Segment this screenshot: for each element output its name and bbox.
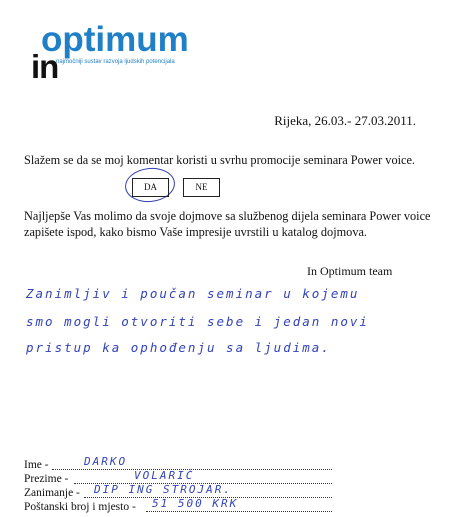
handwritten-comment-line-1: Zanimljiv i poučan seminar u kojemu [26, 286, 360, 301]
name-label: Ime - [24, 459, 49, 471]
name-value: DARKO [84, 455, 128, 468]
logo-in-text: in [31, 48, 59, 85]
postal-label: Poštanski broj i mjesto - [24, 501, 136, 513]
in-optimum-logo [31, 22, 241, 84]
option-da-box[interactable]: DA [132, 178, 169, 197]
option-ne-box[interactable]: NE [183, 178, 220, 197]
occupation-row [24, 483, 232, 500]
postal-line[interactable] [146, 511, 332, 512]
occupation-value: DIP ING STROJAR. [94, 483, 232, 496]
postal-value: 51 500 KRK [152, 497, 239, 510]
logo-tagline: najmočniji sustav razvoja ljudskih potencijala [56, 59, 175, 65]
place-date: Rijeka, 26.03.- 27.03.2011. [274, 113, 416, 128]
surname-label: Prezime - [24, 473, 69, 485]
logo-optimum-text: optimum [41, 20, 189, 59]
postal-row [24, 497, 239, 514]
name-row [24, 455, 136, 472]
request-paragraph: Najljepše Vas molimo da svoje dojmove sa službenog dijela seminara Power voice zapišete ispod, kako bismo Vaše impresije uvrstili u katalog dojmova. [24, 209, 431, 239]
handwritten-comment-line-3: pristup ka ophođenju sa ljudima. [26, 340, 331, 355]
handwritten-comment-line-2: smo mogli otvoriti sebe i jedan novi [26, 314, 369, 329]
consent-statement: Slažem se da se moj komentar koristi u svrhu promocije seminara Power voice. [24, 153, 416, 167]
surname-value: VOLARIĆ [134, 469, 195, 482]
personal-info-form [24, 455, 239, 514]
team-signature: In Optimum team [307, 264, 393, 278]
occupation-label: Zanimanje - [24, 487, 80, 499]
